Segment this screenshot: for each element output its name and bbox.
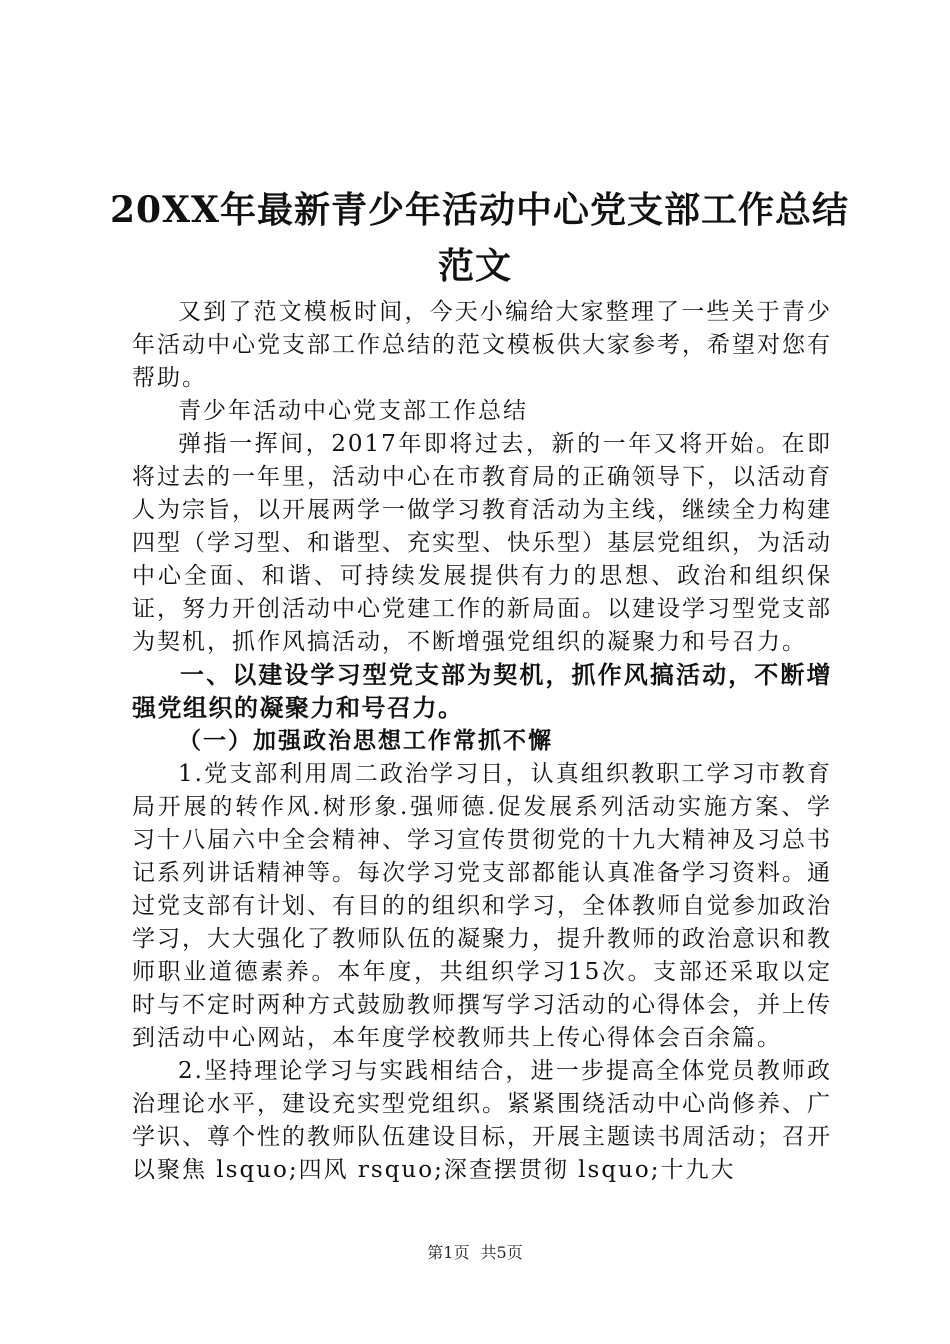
- document-title-line-1: 20XX年最新青少年活动中心党支部工作总结: [110, 189, 849, 231]
- document-body: [132, 296, 832, 1187]
- body-paragraph-2: 2.坚持理论学习与实践相结合，进一步提高全体党员教师政治理论水平，建设充实型党组织。紧紧围绕活动中心尚修养、广学识、尊个性的教师队伍建设目标，开展主题读书周活动；召开以聚焦 lsquo;四风 rsquo;深查摆贯彻 lsquo;十九大: [132, 1058, 832, 1183]
- page-total: 共5页: [480, 1243, 523, 1262]
- intro-paragraph: 又到了范文模板时间，今天小编给大家整理了一些关于青少年活动中心党支部工作总结的范文模板供大家参考，希望对您有帮助。: [132, 299, 832, 391]
- section-title-paragraph: 青少年活动中心党支部工作总结: [178, 398, 528, 424]
- subsection-heading-1: （一）加强政治思想工作常抓不懈: [178, 728, 553, 754]
- document-title-line-2: 范文: [437, 245, 512, 287]
- section-heading-1: 一、以建设学习型党支部为契机，抓作风搞活动，不断增强党组织的凝聚力和号召力。: [132, 661, 832, 722]
- page-footer: [0, 1243, 950, 1263]
- page-number: 第1页: [427, 1243, 470, 1262]
- opening-paragraph: 弹指一挥间，2017年即将过去，新的一年又将开始。在即将过去的一年里，活动中心在市教育局的正确领导下，以活动育人为宗旨，以开展两学一做学习教育活动为主线，继续全力构建四型（学习型、和谐型、充实型、快乐型）基层党组织，为活动中心全面、和谐、可持续发展提供有力的思想、政治和组织保证，努力开创活动中心党建工作的新局面。以建设学习型党支部为契机，抓作风搞活动，不断增强党组织的凝聚力和号召力。: [132, 431, 832, 655]
- body-paragraph-1: 1.党支部利用周二政治学习日，认真组织教职工学习市教育局开展的转作风.树形象.强师德.促发展系列活动实施方案、学习十八届六中全会精神、学习宣传贯彻党的十九大精神及习总书记系列讲话精神等。每次学习党支部都能认真准备学习资料。通过党支部有计划、有目的的组织和学习，全体教师自觉参加政治学习，大大强化了教师队伍的凝聚力，提升教师的政治意识和教师职业道德素养。本年度，共组织学习15次。支部还采取以定时与不定时两种方式鼓励教师撰写学习活动的心得体会，并上传到活动中心网站，本年度学校教师共上传心得体会百余篇。: [132, 761, 832, 1051]
